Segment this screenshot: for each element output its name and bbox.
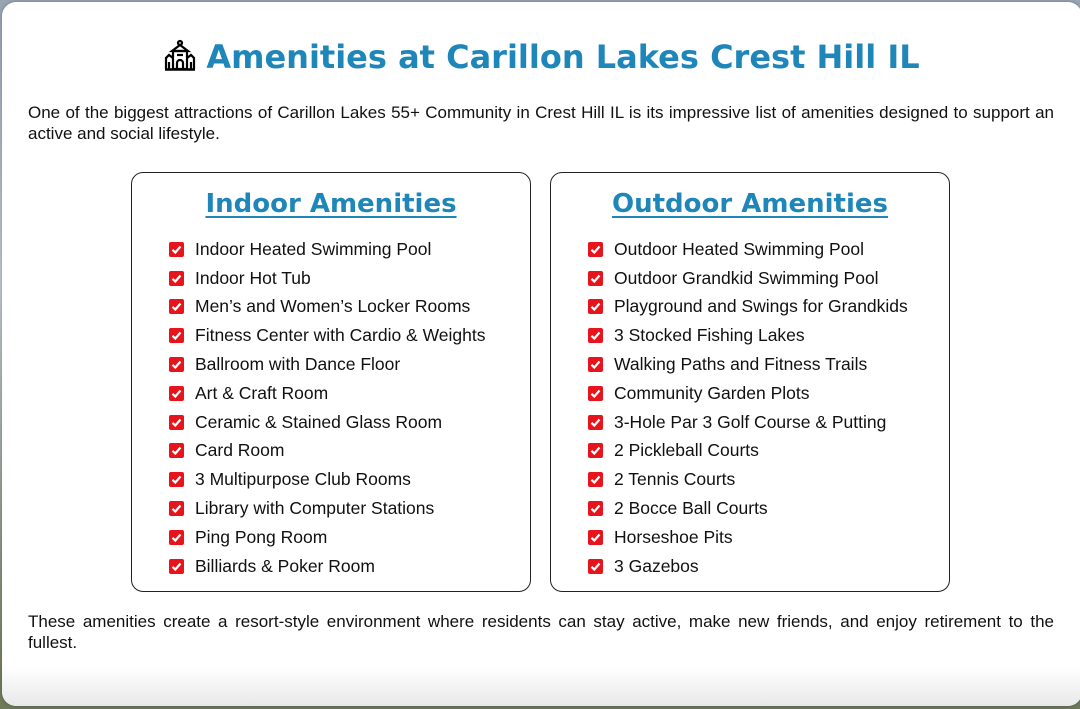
list-item [169, 408, 486, 437]
checkbox-checked-icon [588, 530, 603, 545]
list-item-label: Indoor Hot Tub [195, 267, 311, 288]
list-item [588, 408, 908, 437]
checkbox-checked-icon [169, 443, 184, 458]
building-icon [164, 39, 196, 71]
list-item [169, 293, 486, 322]
list-item [169, 523, 486, 552]
list-item [169, 264, 486, 293]
list-item [169, 494, 486, 523]
list-item-label: Outdoor Grandkid Swimming Pool [614, 267, 879, 288]
checkbox-checked-icon [588, 501, 603, 516]
checkbox-checked-icon [588, 271, 603, 286]
checkbox-checked-icon [588, 242, 603, 257]
checkbox-checked-icon [169, 472, 184, 487]
checkbox-checked-icon [588, 559, 603, 574]
list-item [588, 350, 908, 379]
checkbox-checked-icon [169, 386, 184, 401]
page-title [2, 38, 1080, 76]
list-item [169, 552, 486, 581]
intro-paragraph: One of the biggest attractions of Carillon Lakes 55+ Community in Crest Hill IL is its impressive list of amenities designed to support an active and social lifestyle. [28, 103, 1054, 143]
list-item-label: Indoor Heated Swimming Pool [195, 238, 432, 259]
indoor-amenities-box [131, 172, 531, 592]
outdoor-amenities-box [550, 172, 950, 592]
list-item-label: 2 Bocce Ball Courts [614, 498, 768, 519]
list-item-label: Fitness Center with Cardio & Weights [195, 325, 486, 346]
checkbox-checked-icon [588, 386, 603, 401]
list-item-label: Outdoor Heated Swimming Pool [614, 238, 864, 259]
list-item [588, 465, 908, 494]
list-item-label: 3 Stocked Fishing Lakes [614, 325, 805, 346]
list-item [588, 235, 908, 264]
outdoor-heading: Outdoor Amenities [612, 189, 888, 219]
checkbox-checked-icon [169, 501, 184, 516]
checkbox-checked-icon [169, 357, 184, 372]
list-item-label: Billiards & Poker Room [195, 555, 375, 576]
list-item-label: Art & Craft Room [195, 382, 329, 403]
list-item [588, 494, 908, 523]
content-card [2, 2, 1080, 706]
list-item-label: Men’s and Women’s Locker Rooms [195, 296, 471, 317]
list-item-label: 2 Tennis Courts [614, 469, 736, 490]
list-item-label: Library with Computer Stations [195, 498, 435, 519]
outro-paragraph: These amenities create a resort-style environment where residents can stay active, make new friends, and enjoy retirement to the fullest. [28, 612, 1054, 652]
list-item [169, 379, 486, 408]
outdoor-list [588, 235, 908, 581]
list-item-label: Playground and Swings for Grandkids [614, 296, 908, 317]
list-item [169, 465, 486, 494]
checkbox-checked-icon [169, 559, 184, 574]
checkbox-checked-icon [169, 328, 184, 343]
list-item-label: Walking Paths and Fitness Trails [614, 354, 868, 375]
list-item-label: 3 Multipurpose Club Rooms [195, 469, 411, 490]
checkbox-checked-icon [588, 357, 603, 372]
list-item-label: 3 Gazebos [614, 555, 699, 576]
checkbox-checked-icon [588, 415, 603, 430]
list-item [588, 264, 908, 293]
checkbox-checked-icon [588, 443, 603, 458]
list-item [169, 321, 486, 350]
checkbox-checked-icon [588, 299, 603, 314]
checkbox-checked-icon [169, 415, 184, 430]
list-item [169, 235, 486, 264]
list-item [588, 523, 908, 552]
list-item-label: Community Garden Plots [614, 382, 810, 403]
list-item-label: Ping Pong Room [195, 526, 328, 547]
list-item-label: Horseshoe Pits [614, 526, 733, 547]
list-item-label: Ballroom with Dance Floor [195, 354, 401, 375]
list-item-label: 3-Hole Par 3 Golf Course & Putting [614, 411, 887, 432]
list-item [588, 321, 908, 350]
checkbox-checked-icon [169, 530, 184, 545]
list-item [169, 350, 486, 379]
list-item [169, 437, 486, 466]
page-title-text: Amenities at Carillon Lakes Crest Hill IL [206, 38, 920, 76]
list-item [588, 437, 908, 466]
list-item [588, 552, 908, 581]
checkbox-checked-icon [169, 242, 184, 257]
list-item-label: Ceramic & Stained Glass Room [195, 411, 443, 432]
list-item-label: 2 Pickleball Courts [614, 440, 759, 461]
checkbox-checked-icon [588, 472, 603, 487]
checkbox-checked-icon [588, 328, 603, 343]
list-item-label: Card Room [195, 440, 285, 461]
list-item [588, 293, 908, 322]
indoor-heading: Indoor Amenities [205, 189, 457, 219]
checkbox-checked-icon [169, 299, 184, 314]
checkbox-checked-icon [169, 271, 184, 286]
indoor-list [169, 235, 486, 581]
list-item [588, 379, 908, 408]
